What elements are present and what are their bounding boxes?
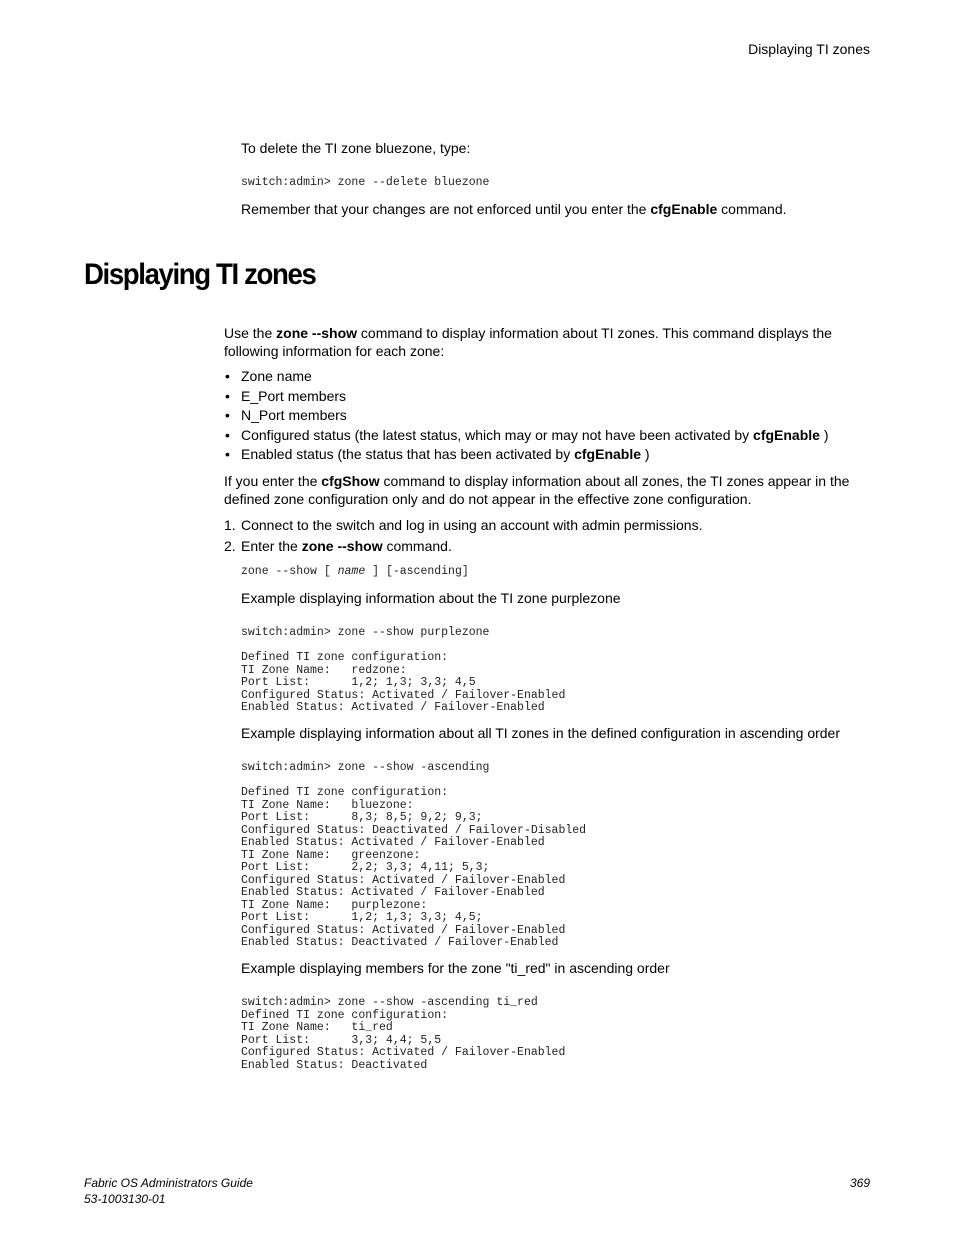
p2-text-line2: defined zone configuration only and do not appear in the effective zone configuration. (224, 491, 752, 507)
cfgenable-keyword: cfgEnable (650, 201, 718, 217)
p2-text-cont: command to display information about all zones, the TI zones appear in the (379, 473, 850, 489)
step-1: 1. Connect to the switch and log in using an account with admin permissions. (224, 517, 703, 533)
remember-text-end: command. (717, 201, 787, 217)
name-param: name (337, 565, 366, 578)
intro-paragraph (224, 324, 832, 360)
p2-text: If you enter the (224, 473, 322, 489)
list-item: • Configured status (the latest status, which may or may not have been activated by cfgEnable ) (224, 426, 829, 446)
step-2: 2. Enter the zone --show command. (224, 538, 452, 554)
remember-text: Remember that your changes are not enforced until you enter the (241, 201, 651, 217)
p1-text-line2: following information for each zone: (224, 343, 445, 359)
section-heading: Displaying TI zones (84, 258, 316, 291)
cfgshow-paragraph (224, 472, 849, 508)
list-item: • E_Port members (224, 387, 829, 407)
command-syntax: zone --show [ name ] [-ascending] (241, 565, 469, 578)
running-header: Displaying TI zones (748, 41, 870, 57)
list-item: • Zone name (224, 367, 829, 387)
example-3-caption: Example displaying members for the zone "ti_red" in ascending order (241, 960, 670, 976)
zone-info-list (224, 367, 829, 465)
footer-doc-info (84, 1175, 253, 1207)
example-3-code: switch:admin> zone --show -ascending ti_red Defined TI zone configuration: TI Zone Name: ti_red Port List: 3,3; 4,4; 5,5 Configured Status: Activated / Failover-Enabled Enabled Status: Deactivated (241, 996, 566, 1072)
list-item: • Enabled status (the status that has been activated by cfgEnable ) (224, 445, 829, 465)
delete-command: switch:admin> zone --delete bluezone (241, 176, 490, 189)
list-item: • N_Port members (224, 406, 829, 426)
p1-text-cont: command to display information about TI zones. This command displays the (357, 325, 832, 341)
example-1-code: switch:admin> zone --show purplezone Defined TI zone configuration: TI Zone Name: redzone: Port List: 1,2; 1,3; 3,3; 4,5 Configured Status: Activated / Failover-Enabled Enabled Status: Activated / Failover-Enabled (241, 626, 566, 714)
example-2-caption: Example displaying information about all TI zones in the defined configuration in ascending order (241, 725, 840, 741)
zone-show-keyword: zone --show (276, 325, 358, 341)
p1-text: Use the (224, 325, 277, 341)
example-2-code: switch:admin> zone --show -ascending Defined TI zone configuration: TI Zone Name: bluezone: Port List: 8,3; 8,5; 9,2; 9,3; Configured Status: Deactivated / Failover-Disabled Enabled Status: Activated / Failover-Enabled TI Zone Name: greenzone: Port List: 2,2; 3,3; 4,11; 5,3; Configured Status: Activated / Failover-Enabled Enabled Status: Activated / Failover-Enabled TI Zone Name: purplezone: Port List: 1,2; 1,3; 3,3; 4,5; Configured Status: Activated / Failover-Enabled Enabled Status: Deactivated / Failover-Enabled (241, 761, 587, 949)
cfgshow-keyword: cfgShow (321, 473, 380, 489)
example-1-caption: Example displaying information about the TI zone purplezone (241, 590, 621, 606)
doc-title: Fabric OS Administrators Guide (84, 1176, 253, 1190)
page-number: 369 (849, 1176, 870, 1190)
delete-instruction: To delete the TI zone bluezone, type: (241, 140, 471, 156)
remember-note (241, 200, 787, 218)
doc-number: 53-1003130-01 (84, 1192, 166, 1206)
procedure-steps (224, 516, 702, 555)
